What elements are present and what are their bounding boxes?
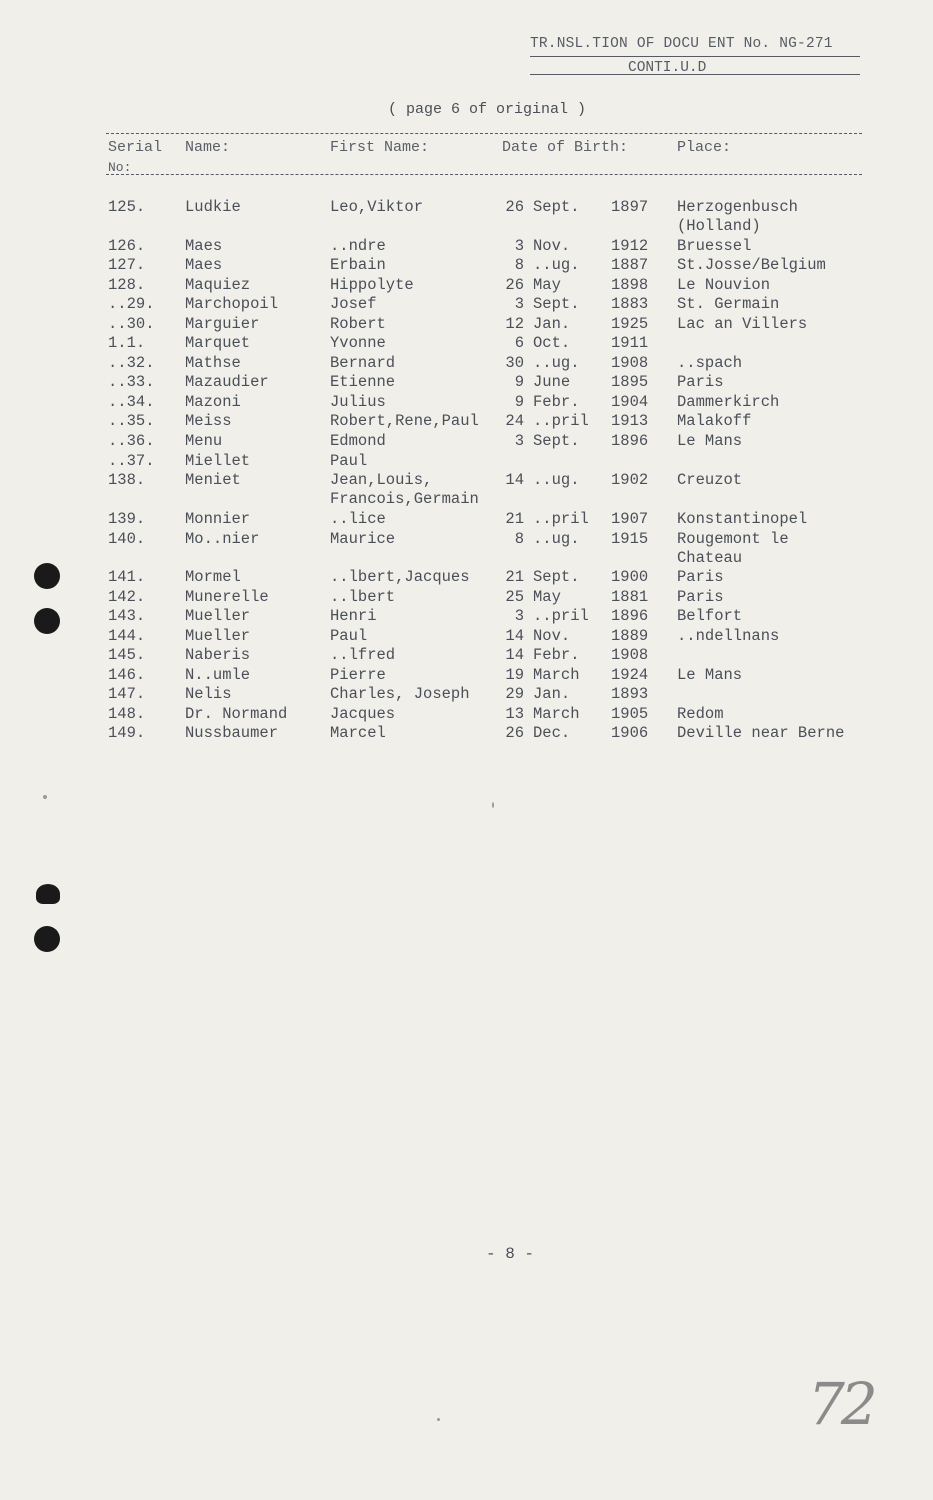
table-top-rule: [106, 133, 862, 134]
birth-year-cell: 1902: [611, 471, 649, 489]
place-cell: Dammerkirch: [677, 393, 780, 411]
place-cell-line2: (Holland): [677, 217, 761, 235]
serial-cell: 145.: [108, 646, 146, 664]
birth-year-cell: 1906: [611, 724, 649, 742]
birth-month-cell: Nov.: [533, 237, 571, 255]
document-title: TR.NSL.TION OF DOCU ENT No. NG-271: [530, 36, 833, 52]
birth-month-cell: March: [533, 666, 580, 684]
first-name-cell: ..lice: [330, 510, 386, 528]
serial-cell: ..32.: [108, 354, 155, 372]
first-name-cell: ..lbert,Jacques: [330, 568, 470, 586]
name-cell: Dr. Normand: [185, 705, 288, 723]
birth-day-cell: 9: [514, 393, 524, 411]
birth-month-cell: May: [533, 276, 561, 294]
name-cell: Maes: [185, 237, 223, 255]
birth-day-cell: 14: [505, 471, 524, 489]
birth-day-cell: 12: [505, 315, 524, 333]
place-cell: Rougemont le: [677, 530, 789, 548]
name-cell: Mazaudier: [185, 373, 269, 391]
birth-month-cell: Sept.: [533, 198, 580, 216]
name-cell: Munerelle: [185, 588, 269, 606]
birth-day-cell: 26: [505, 276, 524, 294]
birth-year-cell: 1907: [611, 510, 649, 528]
birth-day-cell: 3: [514, 607, 524, 625]
name-cell: Nussbaumer: [185, 724, 279, 742]
title-underline: [530, 56, 860, 57]
first-name-cell: Julius: [330, 393, 386, 411]
birth-year-cell: 1898: [611, 276, 649, 294]
birth-month-cell: March: [533, 705, 580, 723]
serial-cell: ..34.: [108, 393, 155, 411]
birth-year-cell: 1881: [611, 588, 649, 606]
col-header-first-name: First Name:: [330, 139, 430, 156]
serial-cell: 144.: [108, 627, 146, 645]
birth-day-cell: 21: [505, 568, 524, 586]
punch-hole-4: [34, 926, 60, 952]
first-name-cell-line2: Francois,Germain: [330, 490, 479, 508]
serial-cell: ..36.: [108, 432, 155, 450]
birth-year-cell: 1904: [611, 393, 649, 411]
birth-year-cell: 1889: [611, 627, 649, 645]
name-cell: N..umle: [185, 666, 251, 684]
birth-year-cell: 1924: [611, 666, 649, 684]
birth-day-cell: 25: [505, 588, 524, 606]
birth-day-cell: 29: [505, 685, 524, 703]
serial-cell: 140.: [108, 530, 146, 548]
birth-year-cell: 1893: [611, 685, 649, 703]
place-cell: ..spach: [677, 354, 743, 372]
serial-cell: 148.: [108, 705, 146, 723]
birth-year-cell: 1895: [611, 373, 649, 391]
first-name-cell: Josef: [330, 295, 377, 313]
serial-cell: 143.: [108, 607, 146, 625]
table-header-rule: [106, 174, 862, 175]
serial-cell: 128.: [108, 276, 146, 294]
birth-month-cell: Jan.: [533, 315, 571, 333]
name-cell: Miellet: [185, 452, 251, 470]
place-cell: Bruessel: [677, 237, 752, 255]
place-cell: Paris: [677, 568, 724, 586]
birth-month-cell: ..ug.: [533, 471, 580, 489]
birth-month-cell: Sept.: [533, 432, 580, 450]
first-name-cell: Edmond: [330, 432, 386, 450]
birth-day-cell: 26: [505, 724, 524, 742]
first-name-cell: Charles, Joseph: [330, 685, 470, 703]
birth-day-cell: 30: [505, 354, 524, 372]
paper-speck: [492, 802, 494, 808]
birth-month-cell: June: [533, 373, 571, 391]
birth-year-cell: 1908: [611, 646, 649, 664]
birth-year-cell: 1896: [611, 432, 649, 450]
birth-year-cell: 1912: [611, 237, 649, 255]
birth-month-cell: ..pril: [533, 412, 589, 430]
name-cell: Mazoni: [185, 393, 241, 411]
serial-cell: ..37.: [108, 452, 155, 470]
col-header-serial: Serial: [108, 139, 163, 156]
serial-cell: ..29.: [108, 295, 155, 313]
place-cell: Le Mans: [677, 432, 743, 450]
place-cell: St.Josse/Belgium: [677, 256, 826, 274]
birth-day-cell: 3: [514, 432, 524, 450]
document-subtitle: CONTI.U.D: [628, 60, 707, 76]
birth-day-cell: 6: [514, 334, 524, 352]
place-cell: Redom: [677, 705, 724, 723]
first-name-cell: Maurice: [330, 530, 396, 548]
first-name-cell: Bernard: [330, 354, 396, 372]
first-name-cell: Pierre: [330, 666, 386, 684]
paper-speck: [437, 1418, 440, 1421]
birth-month-cell: Jan.: [533, 685, 571, 703]
birth-day-cell: 19: [505, 666, 524, 684]
serial-cell: ..33.: [108, 373, 155, 391]
first-name-cell: Henri: [330, 607, 377, 625]
place-cell: Malakoff: [677, 412, 752, 430]
birth-year-cell: 1908: [611, 354, 649, 372]
page-note: ( page 6 of original ): [388, 101, 587, 118]
serial-cell: 149.: [108, 724, 146, 742]
subtitle-underline: [530, 74, 860, 75]
serial-cell: 139.: [108, 510, 146, 528]
first-name-cell: ..lbert: [330, 588, 396, 606]
first-name-cell: Leo,Viktor: [330, 198, 424, 216]
birth-day-cell: 13: [505, 705, 524, 723]
serial-cell: 138.: [108, 471, 146, 489]
name-cell: Nelis: [185, 685, 232, 703]
birth-day-cell: 21: [505, 510, 524, 528]
serial-cell: ..30.: [108, 315, 155, 333]
birth-month-cell: ..ug.: [533, 530, 580, 548]
birth-day-cell: 14: [505, 646, 524, 664]
first-name-cell: Erbain: [330, 256, 386, 274]
paper-speck: [43, 795, 47, 799]
first-name-cell: Hippolyte: [330, 276, 414, 294]
place-cell: Konstantinopel: [677, 510, 808, 528]
name-cell: Monnier: [185, 510, 251, 528]
name-cell: Marguier: [185, 315, 260, 333]
birth-day-cell: 3: [514, 295, 524, 313]
birth-month-cell: ..pril: [533, 510, 589, 528]
birth-day-cell: 26: [505, 198, 524, 216]
serial-cell: 126.: [108, 237, 146, 255]
place-cell: Le Mans: [677, 666, 743, 684]
birth-year-cell: 1925: [611, 315, 649, 333]
punch-hole-3: [36, 884, 60, 904]
birth-month-cell: Oct.: [533, 334, 571, 352]
birth-month-cell: ..ug.: [533, 354, 580, 372]
birth-month-cell: May: [533, 588, 561, 606]
place-cell: Belfort: [677, 607, 743, 625]
place-cell: ..ndellnans: [677, 627, 780, 645]
birth-year-cell: 1897: [611, 198, 649, 216]
first-name-cell: ..lfred: [330, 646, 396, 664]
serial-cell: ..35.: [108, 412, 155, 430]
birth-month-cell: Nov.: [533, 627, 571, 645]
name-cell: Maquiez: [185, 276, 251, 294]
serial-cell: 125.: [108, 198, 146, 216]
place-cell: Paris: [677, 373, 724, 391]
serial-cell: 146.: [108, 666, 146, 684]
place-cell: St. Germain: [677, 295, 780, 313]
name-cell: Mueller: [185, 607, 251, 625]
col-header-date-of-birth: Date of Birth:: [502, 139, 629, 156]
punch-hole-2: [34, 608, 60, 634]
place-cell: Paris: [677, 588, 724, 606]
birth-year-cell: 1896: [611, 607, 649, 625]
name-cell: Maes: [185, 256, 223, 274]
serial-cell: 147.: [108, 685, 146, 703]
birth-day-cell: 14: [505, 627, 524, 645]
place-cell: Deville near Berne: [677, 724, 845, 742]
first-name-cell: Robert,Rene,Paul: [330, 412, 479, 430]
col-header-place: Place:: [677, 139, 732, 156]
name-cell: Marchopoil: [185, 295, 279, 313]
first-name-cell: Yvonne: [330, 334, 386, 352]
birth-day-cell: 8: [514, 256, 524, 274]
name-cell: Mormel: [185, 568, 241, 586]
place-cell-line2: Chateau: [677, 549, 743, 567]
first-name-cell: Jacques: [330, 705, 396, 723]
birth-day-cell: 24: [505, 412, 524, 430]
birth-month-cell: Dec.: [533, 724, 571, 742]
serial-cell: 1.1.: [108, 334, 146, 352]
serial-cell: 142.: [108, 588, 146, 606]
col-header-serial-sub: No:: [108, 160, 132, 175]
name-cell: Menu: [185, 432, 223, 450]
birth-year-cell: 1913: [611, 412, 649, 430]
first-name-cell: Jean,Louis,: [330, 471, 433, 489]
birth-year-cell: 1883: [611, 295, 649, 313]
name-cell: Meniet: [185, 471, 241, 489]
birth-month-cell: ..pril: [533, 607, 589, 625]
page-number: - 8 -: [486, 1245, 535, 1263]
first-name-cell: Marcel: [330, 724, 386, 742]
punch-hole-1: [34, 563, 60, 589]
name-cell: Ludkie: [185, 198, 241, 216]
col-header-name: Name:: [185, 139, 231, 156]
first-name-cell: Etienne: [330, 373, 396, 391]
name-cell: Meiss: [185, 412, 232, 430]
birth-day-cell: 3: [514, 237, 524, 255]
birth-month-cell: Febr.: [533, 646, 580, 664]
birth-month-cell: Febr.: [533, 393, 580, 411]
first-name-cell: Robert: [330, 315, 386, 333]
birth-month-cell: ..ug.: [533, 256, 580, 274]
birth-month-cell: Sept.: [533, 568, 580, 586]
birth-month-cell: Sept.: [533, 295, 580, 313]
serial-cell: 127.: [108, 256, 146, 274]
handwritten-page-number: 72: [808, 1370, 874, 1438]
place-cell: Creuzot: [677, 471, 743, 489]
birth-year-cell: 1900: [611, 568, 649, 586]
first-name-cell: Paul: [330, 452, 368, 470]
name-cell: Marquet: [185, 334, 251, 352]
place-cell: Le Nouvion: [677, 276, 771, 294]
name-cell: Mathse: [185, 354, 241, 372]
birth-year-cell: 1887: [611, 256, 649, 274]
serial-cell: 141.: [108, 568, 146, 586]
place-cell: Herzogenbusch: [677, 198, 798, 216]
birth-year-cell: 1905: [611, 705, 649, 723]
birth-year-cell: 1915: [611, 530, 649, 548]
birth-year-cell: 1911: [611, 334, 649, 352]
place-cell: Lac an Villers: [677, 315, 808, 333]
first-name-cell: Paul: [330, 627, 368, 645]
name-cell: Mueller: [185, 627, 251, 645]
birth-day-cell: 8: [514, 530, 524, 548]
name-cell: Mo..nier: [185, 530, 260, 548]
name-cell: Naberis: [185, 646, 251, 664]
birth-day-cell: 9: [514, 373, 524, 391]
first-name-cell: ..ndre: [330, 237, 386, 255]
